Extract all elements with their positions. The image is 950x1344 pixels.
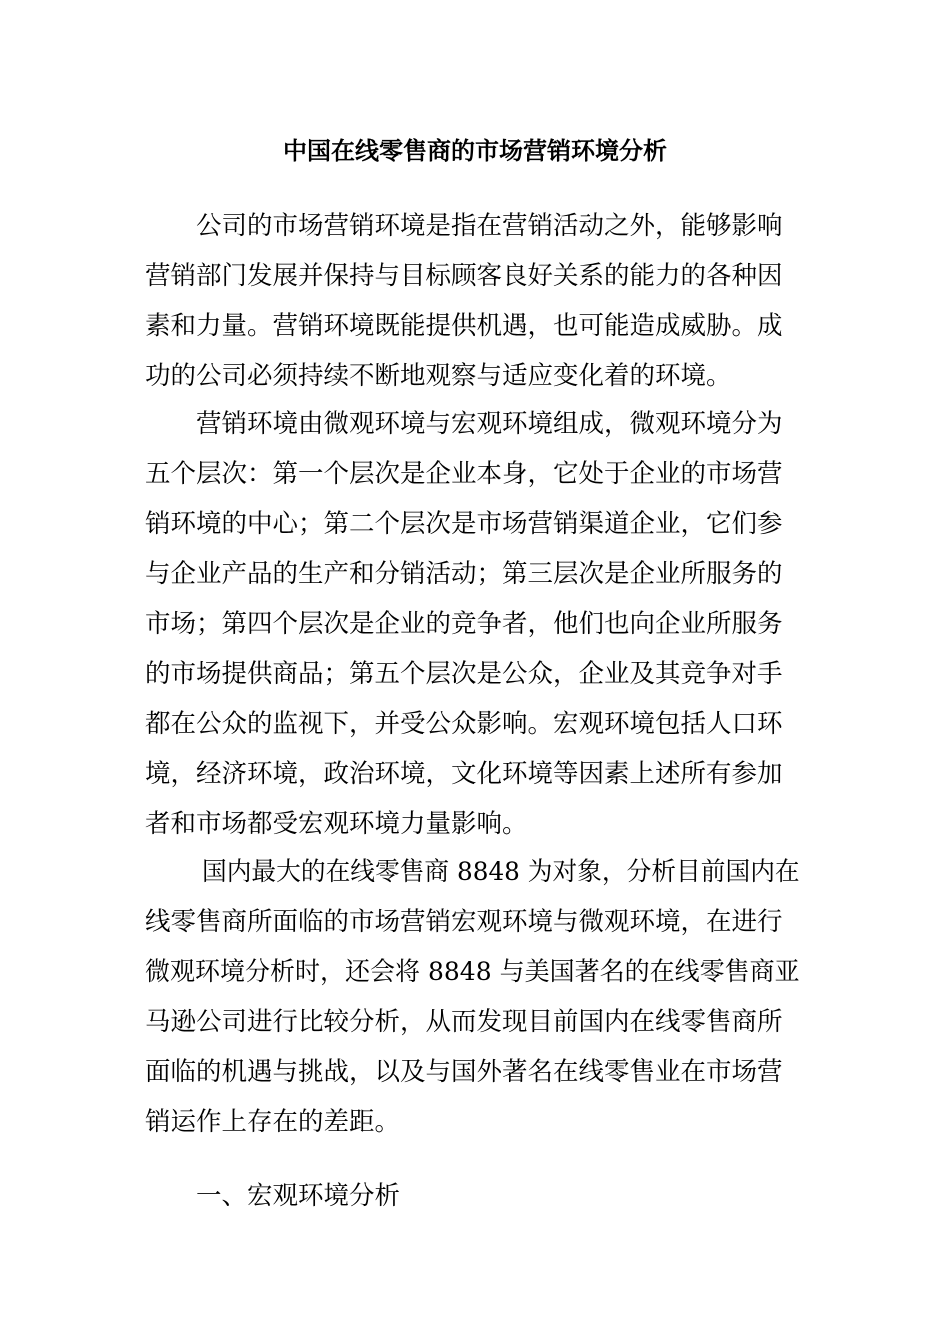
paragraph-1-line-3: 素和力量。营销环境既能提供机遇，也可能造成威胁。成 [145, 311, 783, 341]
paragraph-3-line-4: 马逊公司进行比较分析，从而发现目前国内在线零售商所 [145, 1007, 783, 1037]
paragraph-1-line-4: 功的公司必须持续不断地观察与适应变化着的环境。 [145, 361, 732, 391]
paragraph-2-line-3: 销环境的中心；第二个层次是市场营销渠道企业，它们参 [145, 509, 783, 539]
paragraph-2-line-2: 五个层次：第一个层次是企业本身，它处于企业的市场营 [145, 459, 783, 489]
paragraph-2-line-4: 与企业产品的生产和分销活动；第三层次是企业所服务的 [145, 559, 783, 589]
paragraph-3-line-1: 国内最大的在线零售商 8848 为对象，分析目前国内在 [202, 857, 800, 887]
paragraph-2-line-7: 都在公众的监视下，并受公众影响。宏观环境包括人口环 [145, 709, 783, 739]
document-title: 中国在线零售商的市场营销环境分析 [283, 136, 667, 165]
paragraph-3-line-5: 面临的机遇与挑战，以及与国外著名在线零售业在市场营 [145, 1057, 783, 1087]
paragraph-1-line-2: 营销部门发展并保持与目标顾客良好关系的能力的各种因 [145, 261, 783, 291]
paragraph-3-line-2: 线零售商所面临的市场营销宏观环境与微观环境，在进行 [145, 907, 783, 937]
paragraph-1-line-1: 公司的市场营销环境是指在营销活动之外，能够影响 [196, 211, 783, 241]
paragraph-2-line-8: 境，经济环境，政治环境，文化环境等因素上述所有参加 [145, 759, 783, 789]
paragraph-2-line-1: 营销环境由微观环境与宏观环境组成，微观环境分为 [196, 409, 783, 439]
paragraph-2-line-6: 的市场提供商品；第五个层次是公众，企业及其竞争对手 [145, 659, 783, 689]
paragraph-2-line-5: 市场；第四个层次是企业的竞争者，他们也向企业所服务 [145, 609, 783, 639]
paragraph-3-line-3: 微观环境分析时，还会将 8848 与美国著名的在线零售商亚 [145, 957, 800, 987]
paragraph-2-line-9: 者和市场都受宏观环境力量影响。 [145, 809, 528, 839]
paragraph-3-line-6: 销运作上存在的差距。 [145, 1107, 401, 1137]
section-heading: 一、宏观环境分析 [196, 1181, 401, 1211]
